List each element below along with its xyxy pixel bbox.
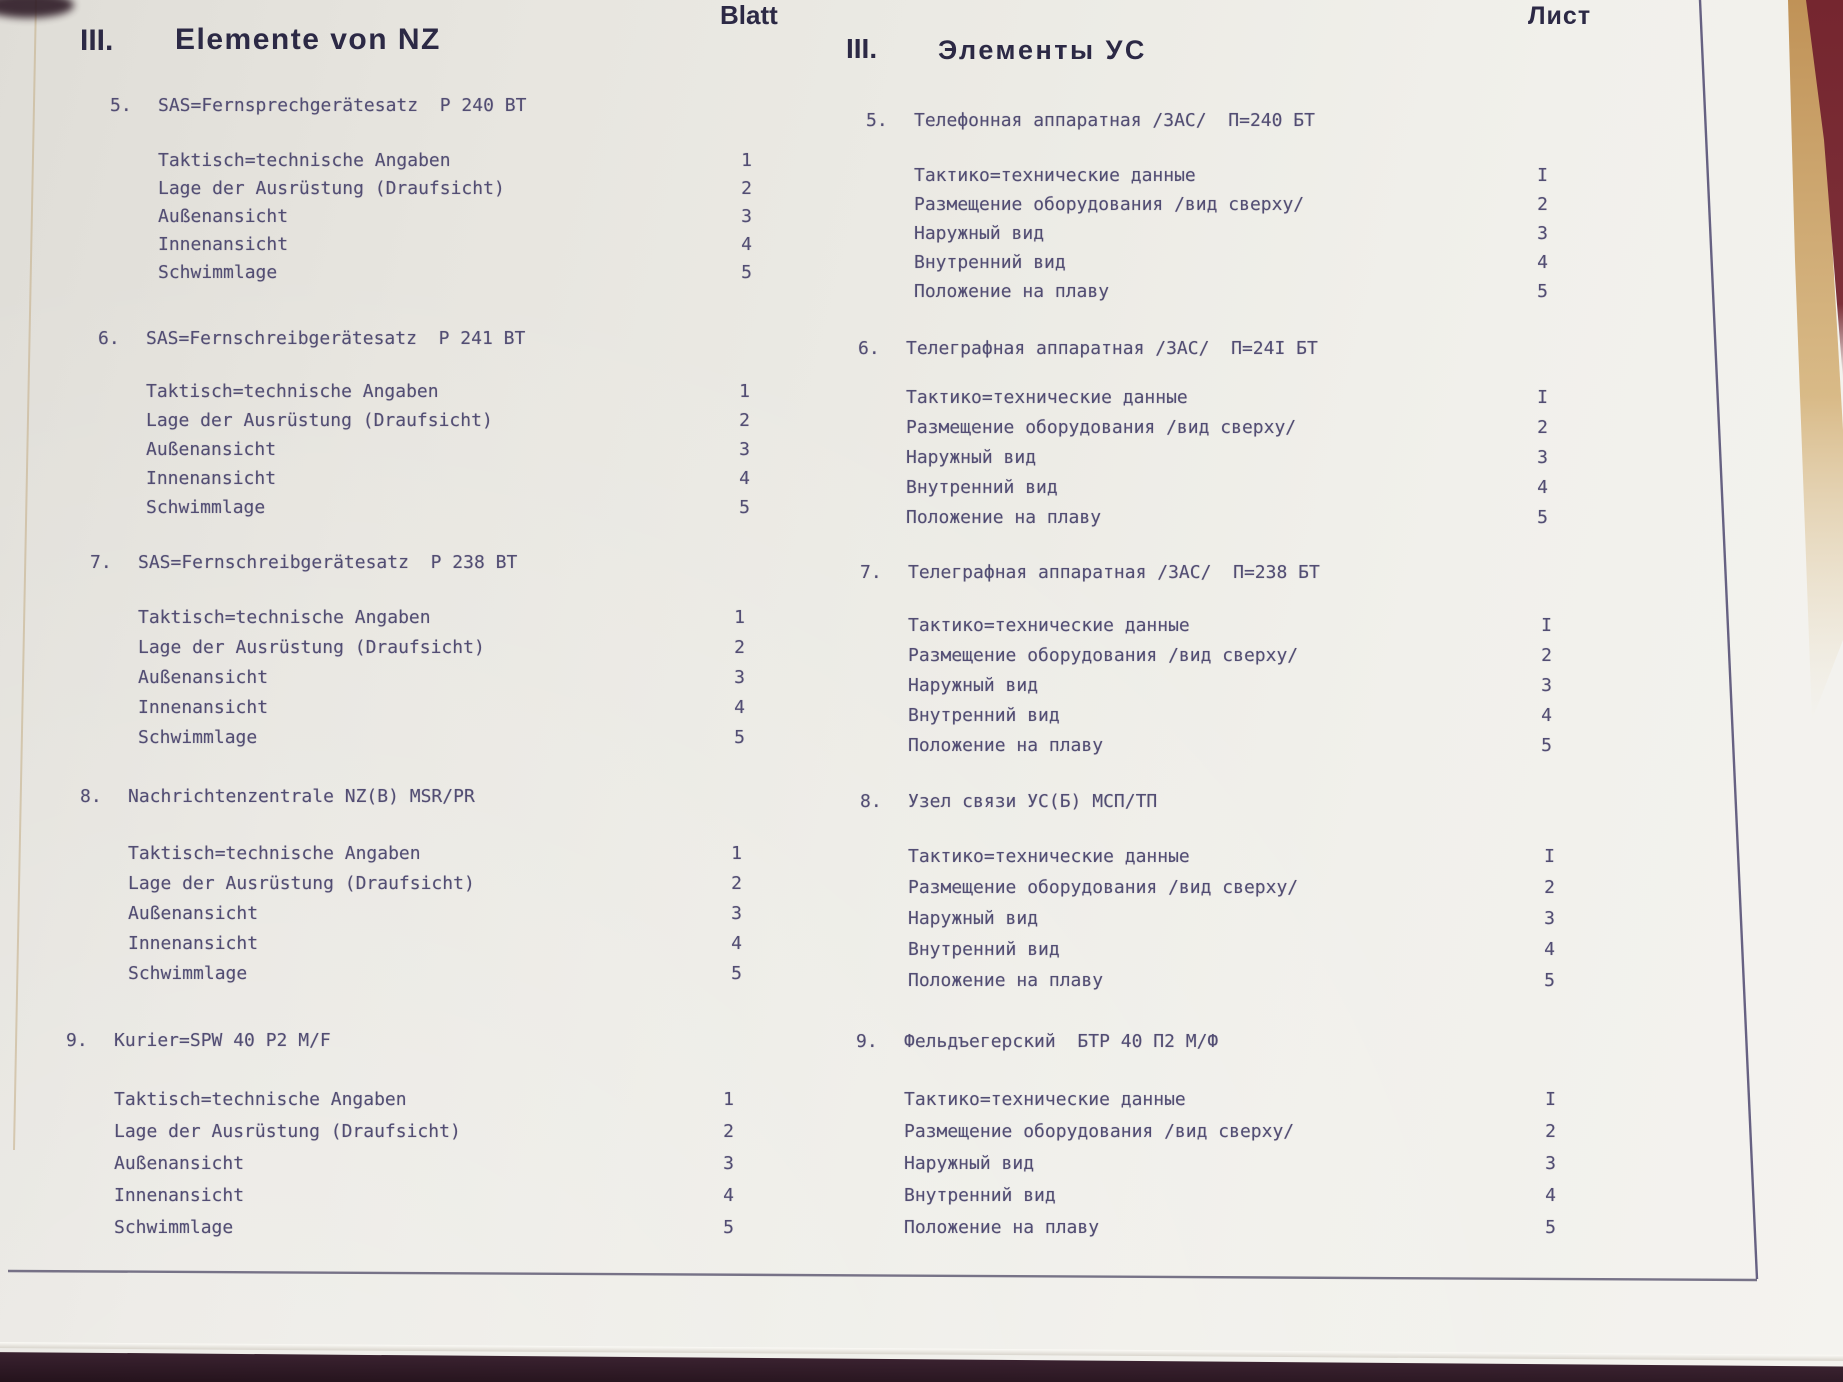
toc-entry-page: 2 xyxy=(723,1121,734,1142)
book-cover-corner xyxy=(1806,0,1843,380)
toc-section xyxy=(856,1031,1556,1249)
toc-entry-label: Положение на плаву xyxy=(906,507,1102,528)
toc-entry-page: 1 xyxy=(734,607,745,628)
toc-entry-label: Тактико=технические данные xyxy=(904,1089,1186,1110)
toc-entry xyxy=(856,1153,1556,1185)
chapter-numeral-right: III. xyxy=(846,33,878,64)
toc-entry xyxy=(90,727,745,757)
toc-entry-page: 5 xyxy=(1544,970,1555,991)
toc-entry-label: Наружный вид xyxy=(908,908,1039,929)
toc-entry-label: Schwimmlage xyxy=(158,262,278,283)
toc-entry-page: 3 xyxy=(723,1153,734,1174)
toc-entry-page: 2 xyxy=(741,178,752,199)
section-title: Узел связи УС(Б) МСП/ТП xyxy=(908,791,1158,812)
toc-entry xyxy=(66,1185,734,1217)
toc-entry-label: Наружный вид xyxy=(908,675,1039,696)
toc-entry xyxy=(80,843,742,873)
toc-entry xyxy=(98,497,750,526)
toc-entry-label: Размещение оборудования /вид сверху/ xyxy=(906,417,1297,438)
toc-entry-page: 1 xyxy=(731,843,742,864)
chapter-heading-russian: Элементы УС xyxy=(938,35,1147,65)
toc-entry-page: 3 xyxy=(731,903,742,924)
toc-entry xyxy=(860,615,1552,645)
section-title: Фельдъегерский БТР 40 П2 М/Ф xyxy=(904,1031,1219,1052)
toc-section xyxy=(90,552,745,757)
toc-entry-label: Наружный вид xyxy=(904,1153,1035,1174)
toc-entry xyxy=(856,1089,1556,1121)
toc-entry-label: Lage der Ausrüstung (Draufsicht) xyxy=(158,178,505,199)
toc-entry-label: Положение на плаву xyxy=(908,735,1104,756)
toc-entry xyxy=(860,645,1552,675)
toc-entry-page: 3 xyxy=(1544,908,1555,929)
toc-entry-label: Внутренний вид xyxy=(904,1185,1056,1206)
toc-entry xyxy=(66,1089,734,1121)
toc-entry xyxy=(860,939,1555,970)
toc-entry-label: Außenansicht xyxy=(138,667,269,688)
toc-entry-page: 3 xyxy=(741,206,752,227)
toc-entry-label: Наружный вид xyxy=(906,447,1037,468)
toc-entry-label: Положение на плаву xyxy=(914,281,1110,302)
toc-entry xyxy=(860,970,1555,1001)
section-title: Nachrichtenzentrale NZ(B) MSR/PR xyxy=(128,786,475,807)
toc-entry-page: 1 xyxy=(739,381,750,402)
toc-entry-label: Внутренний вид xyxy=(908,939,1060,960)
toc-entry xyxy=(858,507,1548,537)
toc-entry-page: 5 xyxy=(741,262,752,283)
toc-entry xyxy=(860,877,1555,908)
toc-entry xyxy=(110,150,752,178)
toc-entry-label: Innenansicht xyxy=(158,234,289,255)
toc-entry xyxy=(90,607,745,637)
toc-entry xyxy=(66,1217,734,1249)
toc-entry-page: I xyxy=(1537,387,1548,408)
toc-entry-page: 4 xyxy=(734,697,745,718)
toc-entry-label: Тактико=технические данные xyxy=(908,615,1190,636)
toc-entry-label: Размещение оборудования /вид сверху/ xyxy=(908,877,1299,898)
toc-entry-page: 4 xyxy=(1537,252,1548,273)
toc-section xyxy=(98,328,750,526)
scan-smudge-top-left xyxy=(0,0,74,18)
toc-entry-page: 3 xyxy=(1541,675,1552,696)
section-title: Телеграфная аппаратная /ЗАС/ П=238 БТ xyxy=(908,562,1320,583)
toc-entry-page: 3 xyxy=(1537,447,1548,468)
toc-entry xyxy=(66,1153,734,1185)
section-number: 8. xyxy=(80,786,102,807)
sheet-label-russian: Лист xyxy=(1528,2,1592,30)
toc-entry-page: 2 xyxy=(731,873,742,894)
toc-entry xyxy=(866,252,1548,281)
toc-entry xyxy=(90,637,745,667)
chapter-heading-german: Elemente von NZ xyxy=(175,23,441,56)
toc-entry-label: Taktisch=technische Angaben xyxy=(128,843,421,864)
toc-entry-page: 4 xyxy=(1545,1185,1556,1206)
toc-entry xyxy=(856,1217,1556,1249)
frame-line-vertical xyxy=(1700,0,1757,1279)
section-title: Телефонная аппаратная /ЗАС/ П=240 БТ xyxy=(914,110,1315,131)
toc-entry xyxy=(860,908,1555,939)
toc-section xyxy=(866,110,1548,310)
toc-entry-page: I xyxy=(1541,615,1552,636)
toc-entry-page: 1 xyxy=(741,150,752,171)
section-title: Телеграфная аппаратная /ЗАС/ П=24I БТ xyxy=(906,338,1318,359)
toc-entry-label: Innenansicht xyxy=(128,933,259,954)
toc-entry-page: I xyxy=(1544,846,1555,867)
toc-entry-page: 4 xyxy=(741,234,752,255)
toc-entry xyxy=(860,705,1552,735)
toc-entry-label: Außenansicht xyxy=(158,206,289,227)
section-title: Kurier=SPW 40 P2 M/F xyxy=(114,1030,331,1051)
section-number: 7. xyxy=(860,562,882,583)
toc-entry-label: Schwimmlage xyxy=(146,497,266,518)
toc-entry xyxy=(866,194,1548,223)
toc-entry-label: Тактико=технические данные xyxy=(908,846,1190,867)
toc-entry-page: 2 xyxy=(1537,417,1548,438)
toc-entry-page: 3 xyxy=(734,667,745,688)
toc-section xyxy=(860,562,1552,765)
toc-entry-label: Außenansicht xyxy=(146,439,277,460)
toc-entry-page: 4 xyxy=(731,933,742,954)
toc-entry xyxy=(866,223,1548,252)
toc-entry-page: 5 xyxy=(731,963,742,984)
toc-entry xyxy=(858,447,1548,477)
toc-entry xyxy=(858,417,1548,447)
toc-entry xyxy=(98,439,750,468)
toc-entry-label: Lage der Ausrüstung (Draufsicht) xyxy=(138,637,485,658)
toc-section xyxy=(860,791,1555,1001)
toc-entry-label: Размещение оборудования /вид сверху/ xyxy=(904,1121,1295,1142)
toc-section xyxy=(80,786,742,993)
section-title: SAS=Fernsprechgerätesatz P 240 BT xyxy=(158,95,527,116)
toc-entry-label: Schwimmlage xyxy=(128,963,248,984)
toc-entry xyxy=(866,281,1548,310)
toc-entry-page: 2 xyxy=(1541,645,1552,666)
frame-line-bottom xyxy=(8,1271,1757,1280)
toc-entry-label: Тактико=технические данные xyxy=(906,387,1188,408)
toc-entry-page: 5 xyxy=(723,1217,734,1238)
section-number: 9. xyxy=(66,1030,88,1051)
toc-entry-label: Innenansicht xyxy=(138,697,269,718)
toc-entry xyxy=(80,873,742,903)
section-number: 8. xyxy=(860,791,882,812)
toc-entry xyxy=(858,477,1548,507)
toc-section xyxy=(66,1030,734,1249)
toc-entry-label: Внутренний вид xyxy=(908,705,1060,726)
toc-entry xyxy=(66,1121,734,1153)
section-number: 5. xyxy=(866,110,888,131)
toc-entry-label: Размещение оборудования /вид сверху/ xyxy=(908,645,1299,666)
toc-section xyxy=(110,95,752,290)
toc-entry xyxy=(858,387,1548,417)
toc-entry-label: Taktisch=technische Angaben xyxy=(158,150,451,171)
toc-entry xyxy=(80,903,742,933)
toc-entry xyxy=(110,206,752,234)
toc-entry-page: 5 xyxy=(1545,1217,1556,1238)
toc-entry-page: 4 xyxy=(723,1185,734,1206)
toc-entry-page: 4 xyxy=(1541,705,1552,726)
section-number: 6. xyxy=(98,328,120,349)
toc-entry-page: 3 xyxy=(1545,1153,1556,1174)
toc-entry-page: 5 xyxy=(1541,735,1552,756)
left-sheet-edge-line xyxy=(14,0,36,1150)
toc-entry-page: 3 xyxy=(1537,223,1548,244)
toc-entry-label: Положение на плаву xyxy=(908,970,1104,991)
toc-entry xyxy=(856,1185,1556,1217)
toc-entry-label: Положение на плаву xyxy=(904,1217,1100,1238)
toc-entry xyxy=(860,735,1552,765)
section-number: 5. xyxy=(110,95,132,116)
sheet-label-german: Blatt xyxy=(720,0,778,30)
toc-entry xyxy=(98,468,750,497)
toc-entry-page: 2 xyxy=(739,410,750,431)
toc-entry-page: 2 xyxy=(734,637,745,658)
toc-entry xyxy=(98,381,750,410)
toc-entry-page: 4 xyxy=(1537,477,1548,498)
page-edge-tan-strip xyxy=(1788,0,1843,720)
toc-entry xyxy=(98,410,750,439)
toc-entry-label: Внутренний вид xyxy=(906,477,1058,498)
toc-entry-page: 5 xyxy=(1537,507,1548,528)
toc-entry-label: Innenansicht xyxy=(114,1185,245,1206)
toc-entry-label: Außenansicht xyxy=(128,903,259,924)
toc-entry-page: I xyxy=(1545,1089,1556,1110)
toc-entry-label: Lage der Ausrüstung (Draufsicht) xyxy=(114,1121,461,1142)
toc-entry xyxy=(860,675,1552,705)
toc-entry xyxy=(856,1121,1556,1153)
toc-entry-page: 4 xyxy=(739,468,750,489)
toc-entry-page: 2 xyxy=(1544,877,1555,898)
toc-entry xyxy=(110,234,752,262)
toc-entry xyxy=(866,165,1548,194)
chapter-numeral-left: III. xyxy=(80,24,114,57)
section-title: SAS=Fernschreibgerätesatz P 238 BT xyxy=(138,552,518,573)
toc-entry-page: 2 xyxy=(1545,1121,1556,1142)
section-number: 9. xyxy=(856,1031,878,1052)
toc-entry xyxy=(110,178,752,206)
toc-entry xyxy=(90,667,745,697)
toc-entry-label: Taktisch=technische Angaben xyxy=(138,607,431,628)
toc-entry-page: 1 xyxy=(723,1089,734,1110)
toc-entry-label: Lage der Ausrüstung (Draufsicht) xyxy=(128,873,475,894)
section-number: 7. xyxy=(90,552,112,573)
section-title: SAS=Fernschreibgerätesatz P 241 BT xyxy=(146,328,526,349)
toc-entry xyxy=(80,963,742,993)
toc-entry-page: I xyxy=(1537,165,1548,186)
toc-entry-label: Lage der Ausrüstung (Draufsicht) xyxy=(146,410,493,431)
toc-entry-label: Размещение оборудования /вид сверху/ xyxy=(914,194,1305,215)
toc-entry-label: Taktisch=technische Angaben xyxy=(114,1089,407,1110)
toc-entry-label: Taktisch=technische Angaben xyxy=(146,381,439,402)
toc-entry xyxy=(860,846,1555,877)
toc-entry-page: 5 xyxy=(1537,281,1548,302)
toc-entry-page: 3 xyxy=(739,439,750,460)
toc-entry-page: 5 xyxy=(734,727,745,748)
toc-entry xyxy=(90,697,745,727)
toc-entry-label: Внутренний вид xyxy=(914,252,1066,273)
toc-entry-label: Тактико=технические данные xyxy=(914,165,1196,186)
toc-entry-label: Schwimmlage xyxy=(138,727,258,748)
toc-section xyxy=(858,338,1548,537)
toc-entry-page: 5 xyxy=(739,497,750,518)
toc-entry-page: 4 xyxy=(1544,939,1555,960)
toc-entry-label: Наружный вид xyxy=(914,223,1045,244)
toc-entry-page: 2 xyxy=(1537,194,1548,215)
toc-entry xyxy=(80,933,742,963)
toc-entry-label: Innenansicht xyxy=(146,468,277,489)
toc-entry-label: Außenansicht xyxy=(114,1153,245,1174)
toc-entry xyxy=(110,262,752,290)
toc-entry-label: Schwimmlage xyxy=(114,1217,234,1238)
section-number: 6. xyxy=(858,338,880,359)
